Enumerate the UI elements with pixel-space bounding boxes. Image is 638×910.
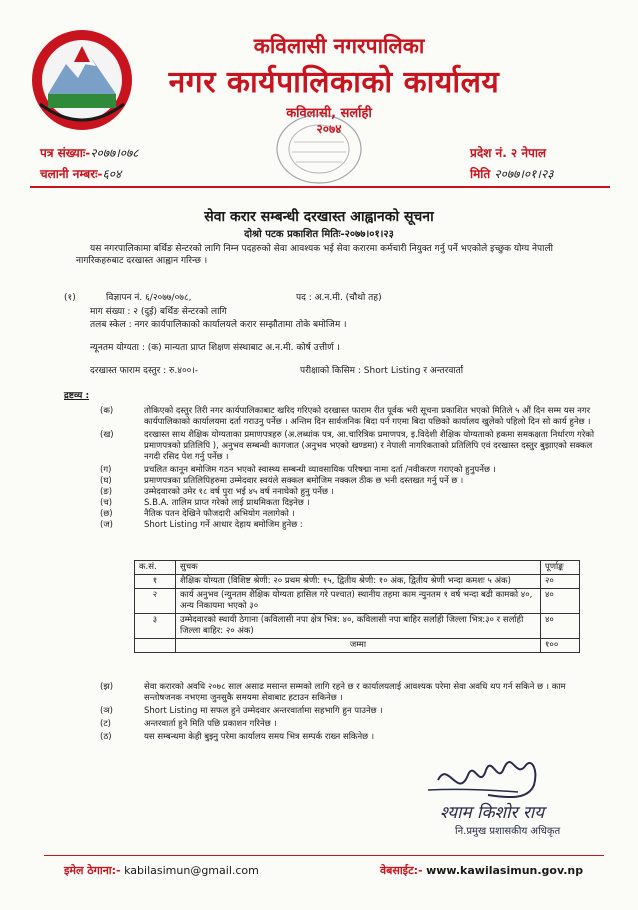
email-link[interactable]: kabilasimun@gmail.com [124,864,259,877]
footer-website: वेबसाईट:- www.kawilasimun.gov.np [380,864,584,877]
notice-intro: यस नगरपालिकामा बर्थिङ सेन्टरको लागि निम्न पदहरुको सेवा आवश्यक भई सेवा करारमा कर्मचारी नियुक्त गर्नु पर्ने भएकोले इच्छुक योग्य नेपाली नागरिकहरुबाट दरखास्त आह्वान गरिन्छ । [76,244,553,266]
table-row: ३ उम्मेदवारको स्थायी ठेगाना (कविलासी नपा क्षेत्र भित्र: ४०, कविलासी नपा बाहिर सर्लाही जिल्ला भित्र:३० र सर्लाही जिल्ला बाहिर: २० अंक) ४० [135,614,580,639]
notice-title: सेवा करार सम्बन्धी दरखास्त आह्वानको सूचना [204,209,434,225]
municipality-name: कविलासी नगरपालिका [253,34,425,58]
notes-heading: द्रष्टव्य : [64,391,90,401]
footer-email: इमेल ठेगाना:- kabilasimun@gmail.com [64,864,259,877]
dispatch-number: चलानी नम्बरः-६०४ [40,167,122,181]
office-name: नगर कार्यपालिकाको कार्यालय [168,65,500,100]
note-item: (ञ) Short Listing मा सफल हुने उम्मेदवार अन्तरवार्तामा सहभागि हुन पाउनेछ । [100,706,383,716]
note-item: (घ) प्रमाणपत्रका प्रतिलिपिहरुमा उम्मेदवार स्वयंले सक्कल बमोजिम नक्कल ठीक छ भनी दस्तखत गर्नु पर्ने छ । [100,476,464,486]
application-fee: दरखास्त फाराम दस्तुर : रु.४००।- [90,366,198,376]
province: प्रदेश नं. २ नेपाल [470,146,547,160]
note-item: (ज) Short Listing गर्ने आधार देहाय बमोजिम हुनेछ : [100,520,303,530]
short-listing-table [134,560,580,653]
notes-list-continued [100,682,602,743]
date: मिति २०७७।०१।२३ [470,167,554,181]
advertisement-number: विज्ञापन नं. ६/२०७७/०७८, [106,293,192,303]
signatory-name: श्याम किशोर राय [440,803,545,823]
salary-scale: तलब स्केल : नगर कार्यपालिकाको कार्यालयले करार सम्झौतामा तोके बमोजिम । [90,320,347,330]
post-title: पद : अ.न.मी. (चौथो तह) [296,293,382,303]
signatory-designation: नि.प्रमुख प्रशासकीय अधिकृत [455,826,561,837]
letter-number: पत्र संख्याः-२०७७।०७८ [40,146,139,160]
notes-list [100,406,602,531]
table-total-row: जम्मा १०० [135,639,580,653]
established-year: २०७४ [316,122,342,136]
note-item: (ङ) उम्मेदवारको उमेर १८ वर्ष पुरा भई ४५ वर्ष ननाघेको हुनु पर्नेछ । [100,487,334,497]
exam-type: परीक्षाको किसिम : Short Listing र अन्तरवार्ता [300,366,464,376]
table-header-row: क.सं. सुचक पूर्णाङ्क [135,561,580,575]
note-item: (ग) प्रचलित कानून बमोजिम गठन भएको स्वास्थ्य सम्बन्धी व्यावसायिक परिषद्मा नामा दर्ता /नवीकरण गराएको हुनुपर्नेछ । [100,465,496,475]
minimum-qualification: न्यूनतम योग्यता : (क) मान्यता प्राप्त शिक्षण संस्थाबाट अ.न.मी. कोर्ष उत्तीर्ण । [90,343,340,353]
note-item: (च) S.B.A. तालिम प्राप्त गरेको लाई प्राथमिकता दिइनेछ । [100,498,310,508]
note-item: (छ) नैतिक पतन देखिने फौजदारी अभियोग नलागेको । [100,509,295,519]
note-item: (ठ) यस सम्बन्धमा केही बुझ्नु परेमा कार्यालय समय भित्र सम्पर्क राख्न सकिनेछ । [100,732,375,742]
note-item: (ट) अन्तरवार्ता हुने मिति पछि प्रकाशन गरिनेछ । [100,719,277,729]
note-item: (झ) सेवा करारको अवधि २०७८ साल असाढ मसान्त सम्मको लागि रहने छ र कार्यालयलाई आवश्यक परेमा सेवा अवधि थप गर्न सकिने छ । काम सन्तोषजनक नभएमा जुनसुकै समयमा सेवाबाट हटाउन सकिनेछ । [100,682,566,703]
table-row: २ कार्य अनुभव (न्युनतम शैक्षिक योग्यता हासिल गरे पश्चात) स्थानीय तहमा काम न्युनतम १ वर्ष भन्दा बढी कामको ४०, अन्य निकायमा भएको ३० ४० [135,589,580,614]
required-number: माग संख्या : २ (दुई) बर्थिङ सेन्टरको लागि [90,307,227,317]
website-link[interactable]: www.kawilasimun.gov.np [426,864,584,877]
note-item: (क) तोकिएको दस्तुर तिरी नगर कार्यपालिकाबाट खरिद गरिएको दरखास्त फाराम रीत पूर्वक भरी सूचना प्रकाशित भएको मितिले ५ औं दिन सम्म यस नगर कार्यपालिकाको कार्यालयमा दर्ता गराउनु पर्नेछ । अन्तिम दिन सार्वजनिक बिदा पर्न गएमा बिदा पछिको कार्यालय खुलेको पहिलो दिन सो कार्य हुनेछ । [100,406,591,427]
table-row: १ शैक्षिक योग्यता (विशिष्ट श्रेणी: २० प्रथम श्रेणी: १५, द्वितीय श्रेणी: १० अंक, द्वितीय श्रेणी भन्दा कमशः ५ अंक) २० [135,575,580,589]
note-item: (ख) दरखास्त साथ शैक्षिक योग्यताका प्रमाणपत्रहरु (अ.लब्धांक पत्र, आ.चारित्रिक प्रमाणपत्र, इ.विदेशी शैक्षिक योग्यताको हकमा समकक्षता निर्धारण गरेको प्रमाणपत्रको प्रतिलिपि ), अनुभव सम्बन्धी कागजात (अनुभव भएको खण्डमा) र नेपाली नागरिकताको प्रतिलिपि एवं दरखास्त दस्तुर बुझाएको सक्कल नगदी रसिद पेश गर्नु पर्नेछ । [100,430,595,462]
office-stamp [274,112,364,186]
post-number: (१) [64,293,76,303]
footer-divider [44,855,604,856]
office-address: कविलासी, सर्लाही [286,106,372,121]
header-divider [30,186,610,188]
notice-subtitle: दोश्रो पटक प्रकाशित मितिः-२०७७।०१।२३ [244,229,394,240]
